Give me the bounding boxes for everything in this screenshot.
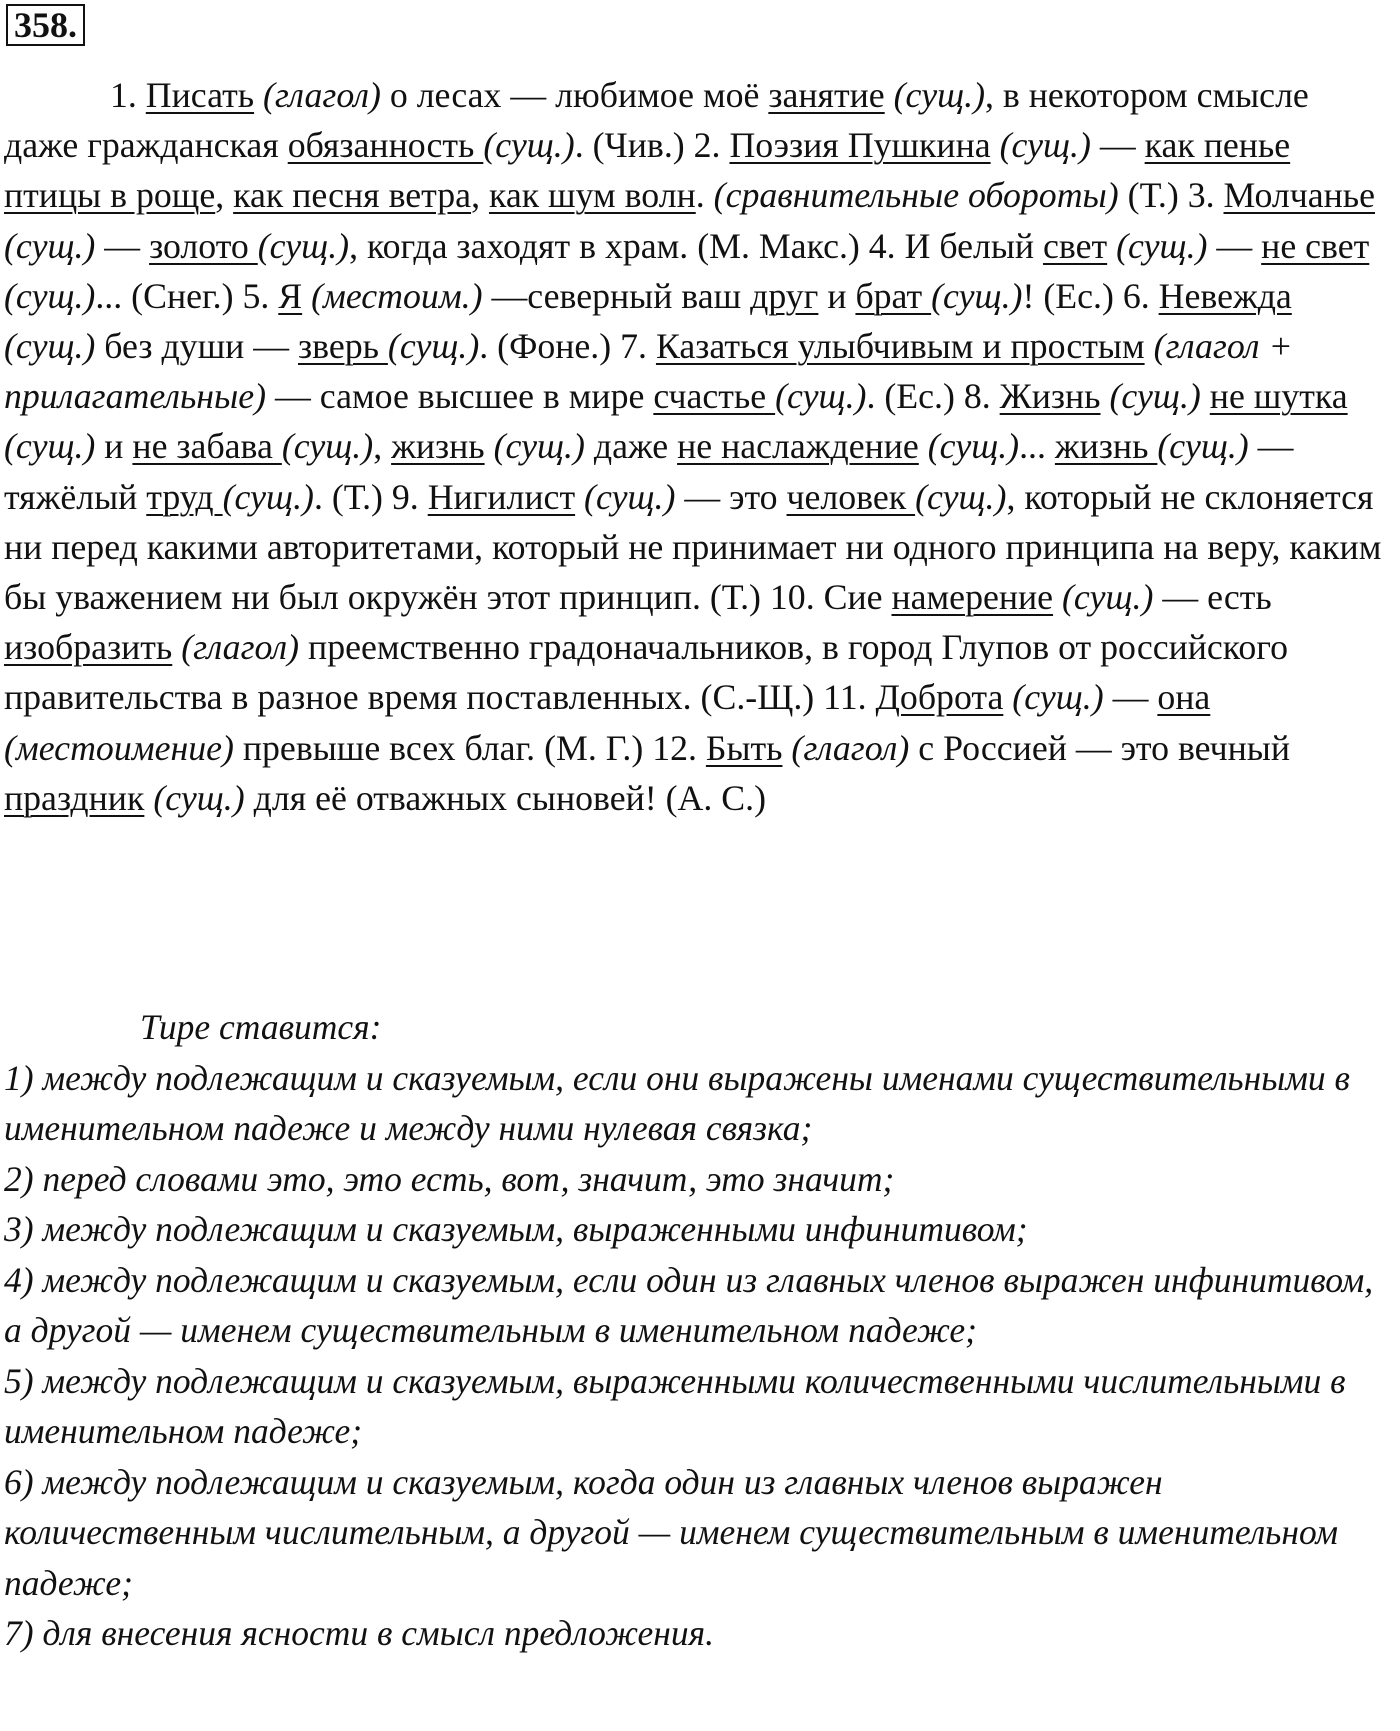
rule-item: 7) для внесения ясности в смысл предложения. <box>4 1613 714 1653</box>
part-of-speech-note: (сущ.) <box>584 476 676 517</box>
underlined-word: Быть <box>705 727 783 768</box>
underlined-word: как шум волн <box>488 175 696 216</box>
underlined-word: жизнь <box>1054 426 1158 467</box>
part-of-speech-note: (сущ.) <box>493 426 585 467</box>
part-of-speech-note: (местоимение) <box>4 727 234 768</box>
part-of-speech-note: (сущ.) <box>1157 426 1249 467</box>
part-of-speech-note: (сущ.) <box>4 225 96 266</box>
rule-item: 1) между подлежащим и сказуемым, если они выражены именами существительными в именительном падеже и между ними нулевая связка; <box>4 1057 1350 1148</box>
part-of-speech-note: (сущ.) <box>1012 677 1104 718</box>
rule-item: 5) между подлежащим и сказуемым, выраженными количественными числительными в именительном падеже; <box>4 1360 1346 1451</box>
rule-item: 3) между подлежащим и сказуемым, выраженными инфинитивом; <box>4 1209 1028 1249</box>
rule-item: 6) между подлежащим и сказуемым, когда один из главных членов выражен количественным числительным, а другой — именем существительным в именительном падеже; <box>4 1461 1339 1603</box>
rule-item: 4) между подлежащим и сказуемым, если один из главных членов выражен инфинитивом, а другой — именем существительным в именительном падеже; <box>4 1259 1374 1350</box>
part-of-speech-note: (сущ.) <box>4 326 96 367</box>
underlined-word: не шутка <box>1209 376 1348 417</box>
underlined-word: золото <box>149 225 258 266</box>
part-of-speech-note: (сущ.) <box>387 326 480 367</box>
underlined-word: обязанность <box>287 125 484 166</box>
underlined-word: друг <box>750 275 819 316</box>
part-of-speech-note: (сравнительные обороты) <box>713 175 1119 216</box>
part-of-speech-note: (сущ.) <box>893 75 985 115</box>
underlined-word: намерение <box>891 577 1054 618</box>
underlined-word: зверь <box>298 326 388 367</box>
underlined-word: как песня ветра <box>233 175 472 216</box>
part-of-speech-note: (сущ.) <box>257 225 350 266</box>
exercise-number: 358. <box>6 4 85 46</box>
part-of-speech-note: (сущ.) <box>483 125 575 166</box>
underlined-word: брат <box>855 275 932 316</box>
part-of-speech-note: (местоим.) <box>311 275 483 316</box>
underlined-word: Невежда <box>1158 275 1292 316</box>
underlined-word: праздник <box>4 777 145 818</box>
underlined-word: не свет <box>1261 225 1370 266</box>
underlined-word: Доброта <box>875 677 1004 718</box>
part-of-speech-note: (сущ.) <box>222 476 314 517</box>
underlined-word: Поэзия Пушкина <box>729 125 991 166</box>
part-of-speech-note: (сущ.) <box>4 426 96 467</box>
underlined-word: не наслаждение <box>677 426 919 467</box>
underlined-word: она <box>1157 677 1211 718</box>
part-of-speech-note: (сущ.) <box>1062 577 1154 618</box>
part-of-speech-note: (глагол + прилагательные) <box>4 326 1293 417</box>
part-of-speech-note: (глагол) <box>181 627 300 668</box>
rule-item: 2) перед словами это, это есть, вот, значит, это значит; <box>4 1158 895 1199</box>
rules-list <box>4 1053 1388 1659</box>
underlined-word: не забава <box>132 426 282 467</box>
underlined-word: изобразить <box>4 627 173 668</box>
part-of-speech-note: (сущ.) <box>153 777 245 818</box>
part-of-speech-note: (сущ.) <box>281 426 374 467</box>
underlined-word: занятие <box>768 75 885 115</box>
part-of-speech-note: (сущ.) <box>927 426 1020 467</box>
underlined-word: труд <box>146 476 223 517</box>
underlined-word: жизнь <box>391 426 485 467</box>
part-of-speech-note: (сущ.) <box>1116 225 1208 266</box>
part-of-speech-note: (сущ.) <box>931 275 1023 316</box>
underlined-word: Я <box>278 275 303 316</box>
underlined-word: счастье <box>653 376 776 417</box>
part-of-speech-note: (сущ.) <box>1109 376 1201 417</box>
part-of-speech-note: (сущ.) <box>4 275 96 316</box>
part-of-speech-note: (глагол) <box>791 727 910 768</box>
part-of-speech-note: (глагол) <box>263 75 381 115</box>
rules-title: Тире ставится: <box>140 1007 382 1047</box>
underlined-word: человек <box>786 476 916 517</box>
part-of-speech-note: (сущ.) <box>915 476 1007 517</box>
underlined-word: Писать <box>145 75 255 115</box>
underlined-word: Нигилист <box>427 476 576 517</box>
rules-block <box>4 1002 1388 1659</box>
part-of-speech-note: (сущ.) <box>775 376 867 417</box>
exercise-text: 1. Писать (глагол) о лесах — любимое моё занятие (сущ.), в некотором смысле даже гражданская обязанность (сущ.). (Чив.) 2. Поэзия Пушкина (сущ.) — как пенье птицы в роще, как песня ветра, как шум волн. (сравнительные обороты) (Т.) 3. Молчанье (сущ.) — золото (сущ.), когда заходят в храм. (М. Макс.) 4. И белый свет (сущ.) — не свет (сущ.)... (Снег.) 5. Я (местоим.) —северный ваш друг и брат (сущ.)! (Ес.) 6. Невежда (сущ.) без души — зверь (сущ.). (Фоне.) 7. Казаться улыбчивым и простым (глагол + прилагательные) — самое высшее в мире счастье (сущ.). (Ес.) 8. Жизнь (сущ.) не шутка (сущ.) и не забава (сущ.), жизнь (сущ.) даже не наслаждение (сущ.)... жизнь (сущ.) — тяжёлый труд (сущ.). (Т.) 9. Нигилист (сущ.) — это человек (сущ.), который не склоняется ни перед какими авторитетами, который не принимает ни одного принципа на веру, каким бы уважением ни был окружён этот принцип. (Т.) 10. Сие намерение (сущ.) — есть изобразить (глагол) преемственно градоначальников, в город Глупов от российского правительства в разное время поставленных. (С.-Щ.) 11. Доброта (сущ.) — она (местоимение) превыше всех благ. (М. Г.) 12. Быть (глагол) с Россией — это вечный праздник (сущ.) для её отважных сыновей! (А. С.) <box>4 75 1382 818</box>
underlined-word: свет <box>1043 225 1108 266</box>
part-of-speech-note: (сущ.) <box>999 125 1091 166</box>
underlined-word: Жизнь <box>999 376 1101 417</box>
underlined-word: как пенье птицы в роще <box>4 125 1291 216</box>
underlined-word: Молчанье <box>1223 175 1375 216</box>
underlined-word: Казаться улыбчивым и простым <box>655 326 1145 367</box>
